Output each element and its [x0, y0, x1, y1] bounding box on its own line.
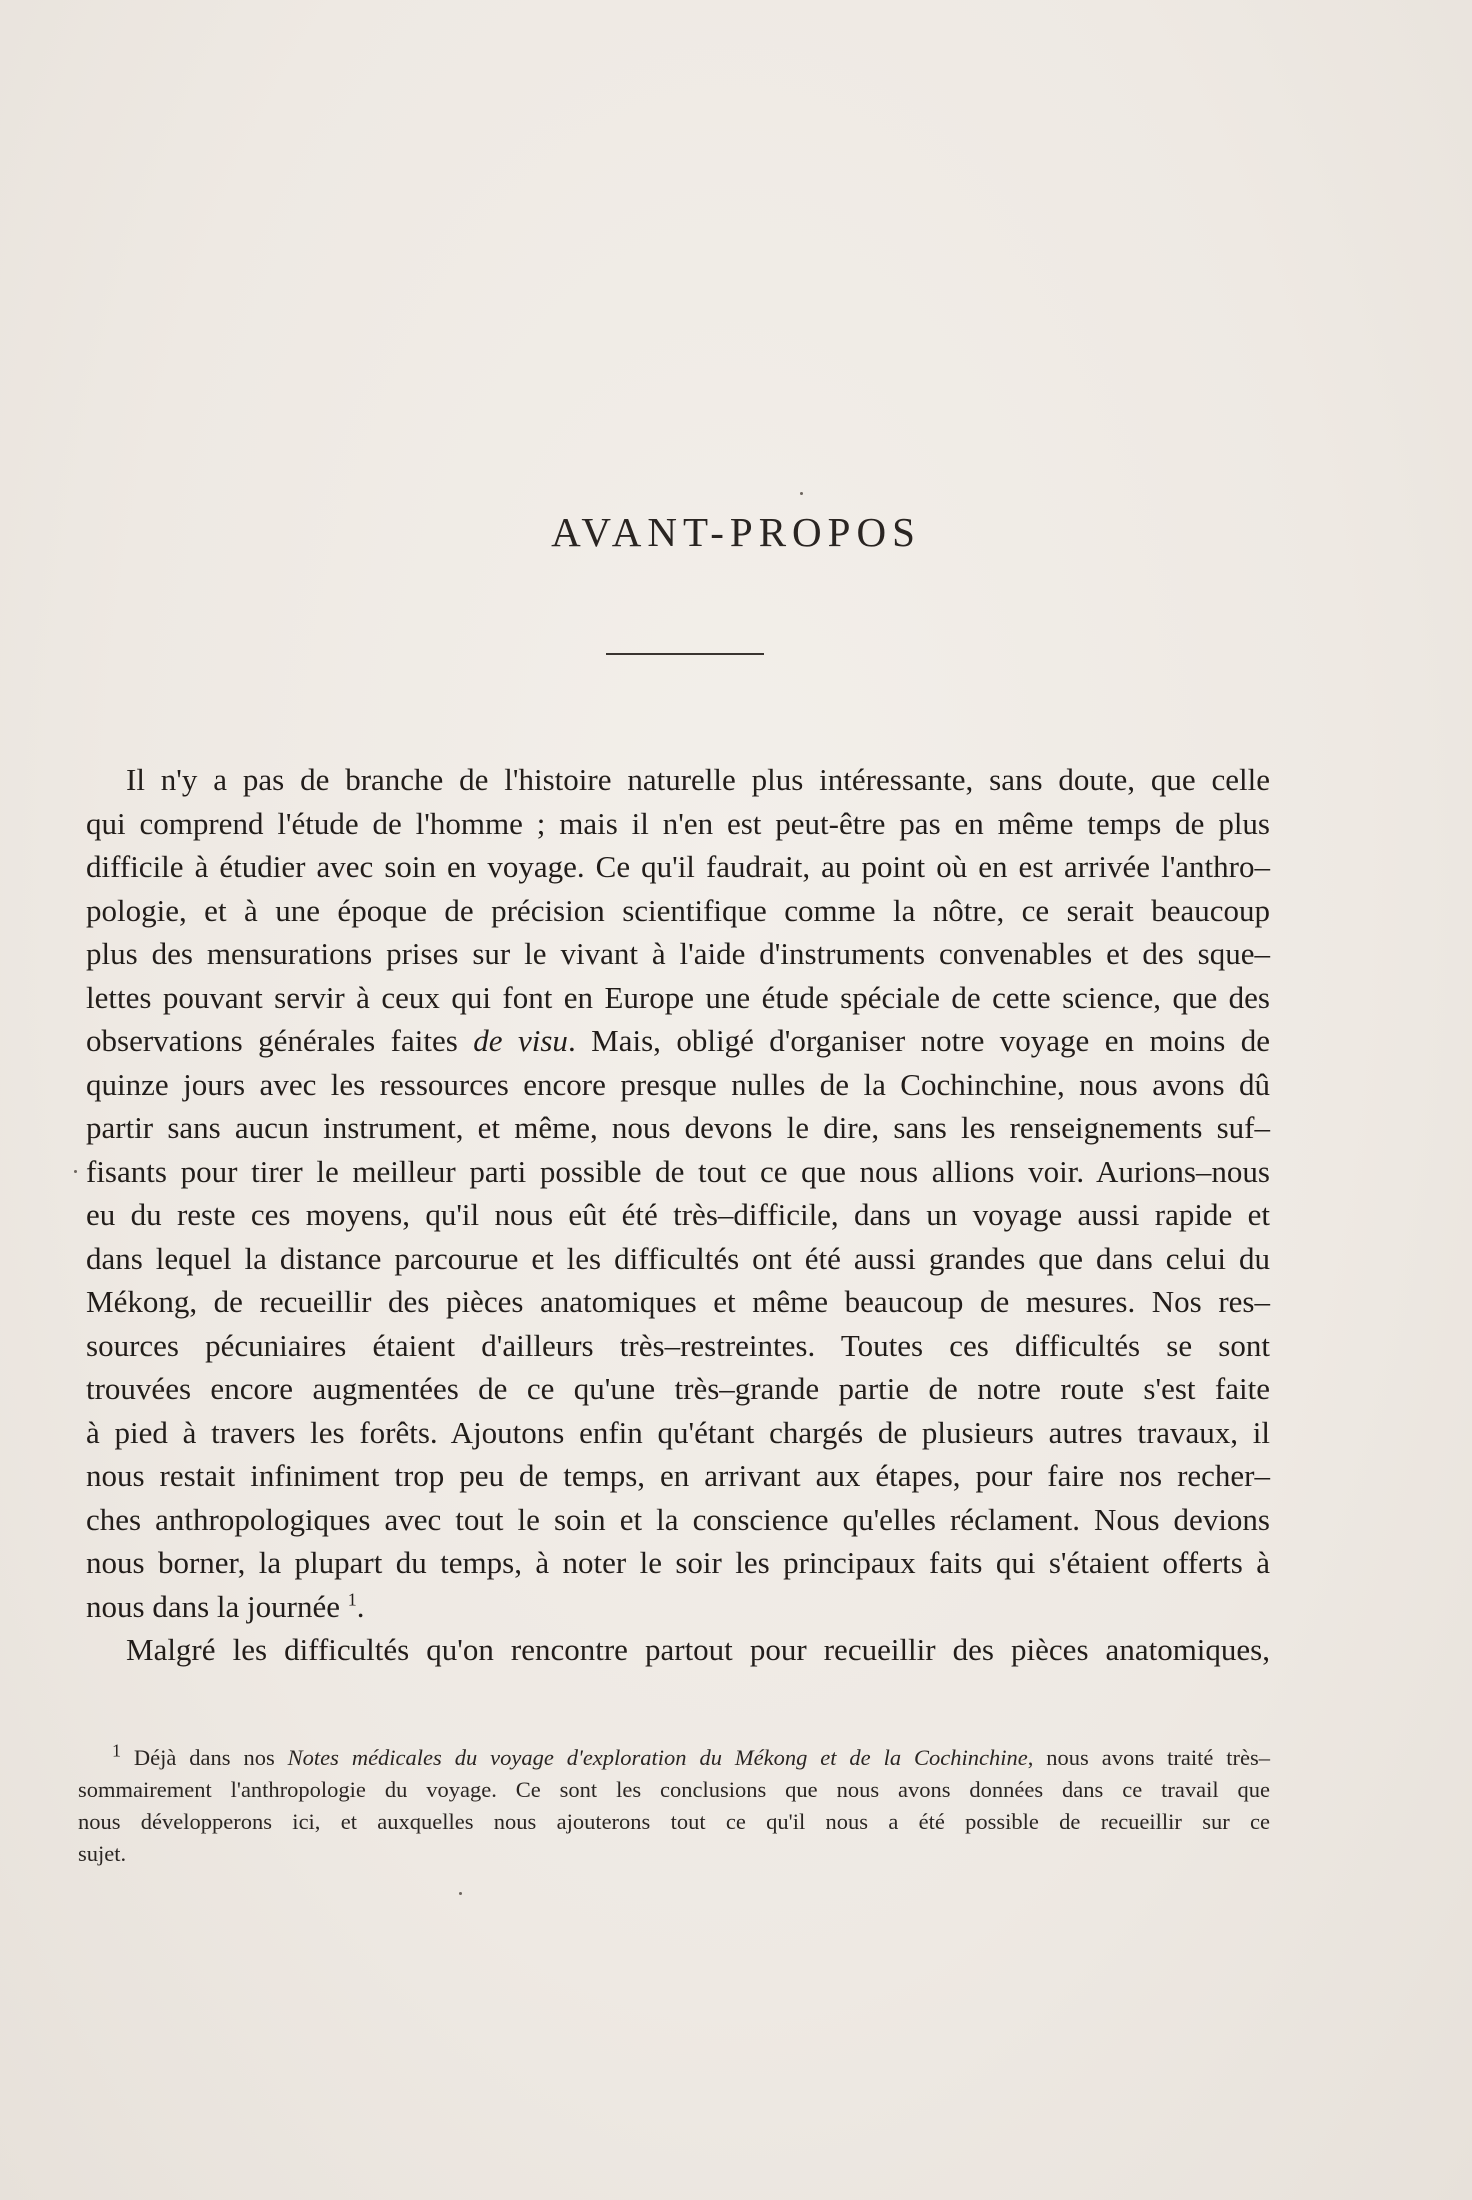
- text-run: .: [356, 1588, 365, 1624]
- main-text: [86, 758, 1270, 1672]
- page-title: AVANT-PROPOS: [551, 509, 921, 555]
- text-run: observations générales faites: [86, 1023, 474, 1058]
- paper-speck: [800, 492, 803, 495]
- text-line: pologie, et à une époque de précision scientifique comme la nôtre, ce serait beaucoup: [86, 892, 1270, 928]
- text-line: Mékong, de recueillir des pièces anatomiques et même beaucoup de mesures. Nos res–: [86, 1284, 1270, 1319]
- text-line: quinze jours avec les ressources encore presque nulles de la Cochinchine, nous avons dû: [86, 1066, 1270, 1102]
- text-line: partir sans aucun instrument, et même, nous devons le dire, sans les renseignements suf–: [86, 1110, 1270, 1145]
- footnote-italic-title: Notes médicales du voyage d'exploration du Mékong et de la Cochinchine: [287, 1745, 1028, 1770]
- title-rule: [606, 653, 764, 655]
- footnote-marker: 1: [112, 1740, 121, 1761]
- paper-speck: [459, 1892, 462, 1895]
- text-line: lettes pouvant servir à ceux qui font en Europe une étude spéciale de cette science, que des: [86, 979, 1270, 1015]
- text-line: Il n'y a pas de branche de l'histoire naturelle plus intéressante, sans doute, que celle: [126, 762, 1270, 797]
- text-line: plus des mensurations prises sur le vivant à l'aide d'instruments convenables et des sque–: [86, 936, 1270, 971]
- text-line: [86, 1585, 1270, 1629]
- footnote-reference[interactable]: 1: [347, 1589, 357, 1610]
- text-line: eu du reste ces moyens, qu'il nous eût été très–difficile, dans un voyage aussi rapide et: [86, 1197, 1270, 1232]
- text-line: qui comprend l'étude de l'homme ; mais il n'en est peut-être pas en même temps de plus: [86, 805, 1270, 841]
- footnote-line: sujet.: [78, 1841, 127, 1866]
- text-run: nous dans la journée: [86, 1588, 340, 1624]
- paper-speck: [74, 1170, 77, 1173]
- text-line: sources pécuniaires étaient d'ailleurs très–restreintes. Toutes ces difficultés se sont: [86, 1327, 1270, 1363]
- text-line: à pied à travers les forêts. Ajoutons enfin qu'étant chargés de plusieurs autres travaux, il: [86, 1414, 1270, 1450]
- footnote-line: nous développerons ici, et auxquelles nous ajouterons tout ce qu'il nous a été possible de recueillir sur ce: [78, 1809, 1270, 1834]
- italic-phrase: de visu: [473, 1023, 568, 1058]
- text-line: ches anthropologiques avec tout le soin et la conscience qu'elles réclament. Nous devions: [86, 1501, 1270, 1537]
- text-line: difficile à étudier avec soin en voyage. Ce qu'il faudrait, au point où en est arrivée l'anthro–: [86, 849, 1270, 884]
- footnote-run: Déjà dans nos: [121, 1745, 288, 1770]
- text-run: . Mais, obligé d'organiser notre voyage en moins de: [567, 1023, 1271, 1058]
- text-line: trouvées encore augmentées de ce qu'une très–grande partie de notre route s'est faite: [86, 1371, 1270, 1406]
- text-line: dans lequel la distance parcourue et les difficultés ont été aussi grandes que dans celui du: [86, 1240, 1270, 1276]
- footnote-line: [78, 1742, 1270, 1774]
- text-line: Malgré les difficultés qu'on rencontre partout pour recueillir des pièces anatomiques,: [126, 1632, 1270, 1667]
- text-line: nous borner, la plupart du temps, à noter le soir les principaux faits qui s'étaient offerts à: [86, 1545, 1270, 1580]
- footnote-line: sommairement l'anthropologie du voyage. Ce sont les conclusions que nous avons données dans ce travail que: [78, 1777, 1270, 1802]
- footnote-run: , nous avons traité très–: [1027, 1745, 1270, 1770]
- text-line: fisants pour tirer le meilleur parti possible de tout ce que nous allions voir. Aurions–nous: [86, 1153, 1270, 1189]
- text-line: nous restait infiniment trop peu de temps, en arrivant aux étapes, pour faire nos recher–: [86, 1458, 1270, 1493]
- footnote: [78, 1742, 1270, 1870]
- text-line: [86, 1019, 1270, 1063]
